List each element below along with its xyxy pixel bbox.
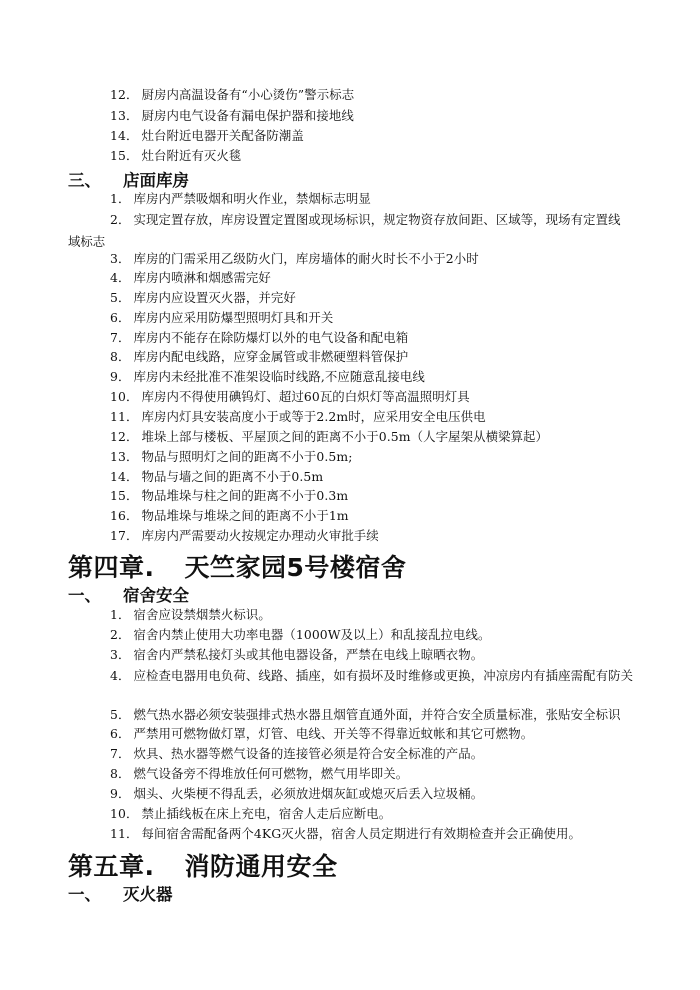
list-item-continuation: 域标志 xyxy=(68,234,106,249)
list-item: 1． 库房内严禁吸烟和明火作业，禁烟标志明显 xyxy=(110,191,371,206)
list-item: 14． 灶台附近电器开关配备防潮盖 xyxy=(110,128,304,143)
list-item: 12． 厨房内高温设备有“小心烫伤”警示标志 xyxy=(110,87,355,102)
list-item: 9． 库房内未经批准不准架设临时线路,不应随意乱接电线 xyxy=(110,369,425,384)
list-item: 12． 堆垛上部与楼板、平屋顶之间的距离不小于0.5m（人字屋架从横梁算起） xyxy=(110,429,549,444)
list-item: 6． 严禁用可燃物做灯罩，灯管、电线、开关等不得靠近蚊帐和其它可燃物。 xyxy=(110,726,534,741)
list-item: 8． 燃气设备旁不得堆放任何可燃物，燃气用毕即关。 xyxy=(110,766,409,781)
list-item: 6． 库房内应采用防爆型照明灯具和开关 xyxy=(110,310,334,325)
list-item: 5． 库房内应设置灭火器，并完好 xyxy=(110,290,296,305)
list-item: 2． 实现定置存放，库房设置定置图或现场标识，规定物资存放间距、区域等，现场有定置线 xyxy=(110,212,621,227)
list-item: 4． 应检查电器用电负荷、线路、插座，如有损坏及时维修或更换，冲凉房内有插座需配有防关 xyxy=(110,668,634,683)
list-item: 16． 物品堆垛与堆垛之间的距离不小于1m xyxy=(110,508,349,523)
list-item: 13． 物品与照明灯之间的距离不小于0.5m; xyxy=(110,449,353,464)
list-item: 15． 灶台附近有灭火毯 xyxy=(110,148,242,163)
list-item: 11． 库房内灯具安装高度小于或等于2.2m时，应采用安全电压供电 xyxy=(110,409,486,424)
section-heading: 三、 店面库房 xyxy=(68,171,189,190)
list-item: 10． 库房内不得使用碘钨灯、超过60瓦的白炽灯等高温照明灯具 xyxy=(110,389,470,404)
list-item: 10． 禁止插线板在床上充电，宿舍人走后应断电。 xyxy=(110,806,392,821)
list-item: 4． 库房内喷淋和烟感需完好 xyxy=(110,270,271,285)
list-item: 13． 厨房内电气设备有漏电保护器和接地线 xyxy=(110,108,354,123)
list-item: 5． 燃气热水器必须安装强排式热水器且烟管直通外面，并符合安全质量标准，张贴安全标识 xyxy=(110,707,621,722)
list-item: 3． 库房的门需采用乙级防火门，库房墙体的耐火时长不小于2小时 xyxy=(110,251,479,266)
section-heading: 一、 宿舍安全 xyxy=(68,586,189,605)
list-item: 15． 物品堆垛与柱之间的距离不小于0.3m xyxy=(110,488,349,503)
chapter-heading: 第五章. 消防通用安全 xyxy=(68,852,338,881)
list-item: 2． 宿舍内禁止使用大功率电器（1000W及以上）和乱接乱拉电线。 xyxy=(110,627,491,642)
section-heading: 一、 灭火器 xyxy=(68,885,173,904)
list-item: 9． 烟头、火柴梗不得乱丢，必须放进烟灰缸或熄灭后丢入垃圾桶。 xyxy=(110,786,484,801)
list-item: 14． 物品与墙之间的距离不小于0.5m xyxy=(110,469,324,484)
list-item: 17． 库房内严需要动火按规定办理动火审批手续 xyxy=(110,528,379,543)
list-item: 1． 宿舍应设禁烟禁火标识。 xyxy=(110,607,271,622)
list-item: 11． 每间宿舍需配备两个4KG灭火器，宿舍人员定期进行有效期检查并会正确使用。 xyxy=(110,826,581,841)
chapter-heading: 第四章. 天竺家园5号楼宿舍 xyxy=(68,553,407,582)
list-item: 7． 库房内不能存在除防爆灯以外的电气设备和配电箱 xyxy=(110,330,409,345)
list-item: 7． 炊具、热水器等燃气设备的连接管必须是符合安全标准的产品。 xyxy=(110,746,484,761)
list-item: 8． 库房内配电线路，应穿金属管或非燃硬塑料管保护 xyxy=(110,349,409,364)
list-item: 3． 宿舍内严禁私接灯头或其他电器设备，严禁在电线上晾晒衣物。 xyxy=(110,647,484,662)
